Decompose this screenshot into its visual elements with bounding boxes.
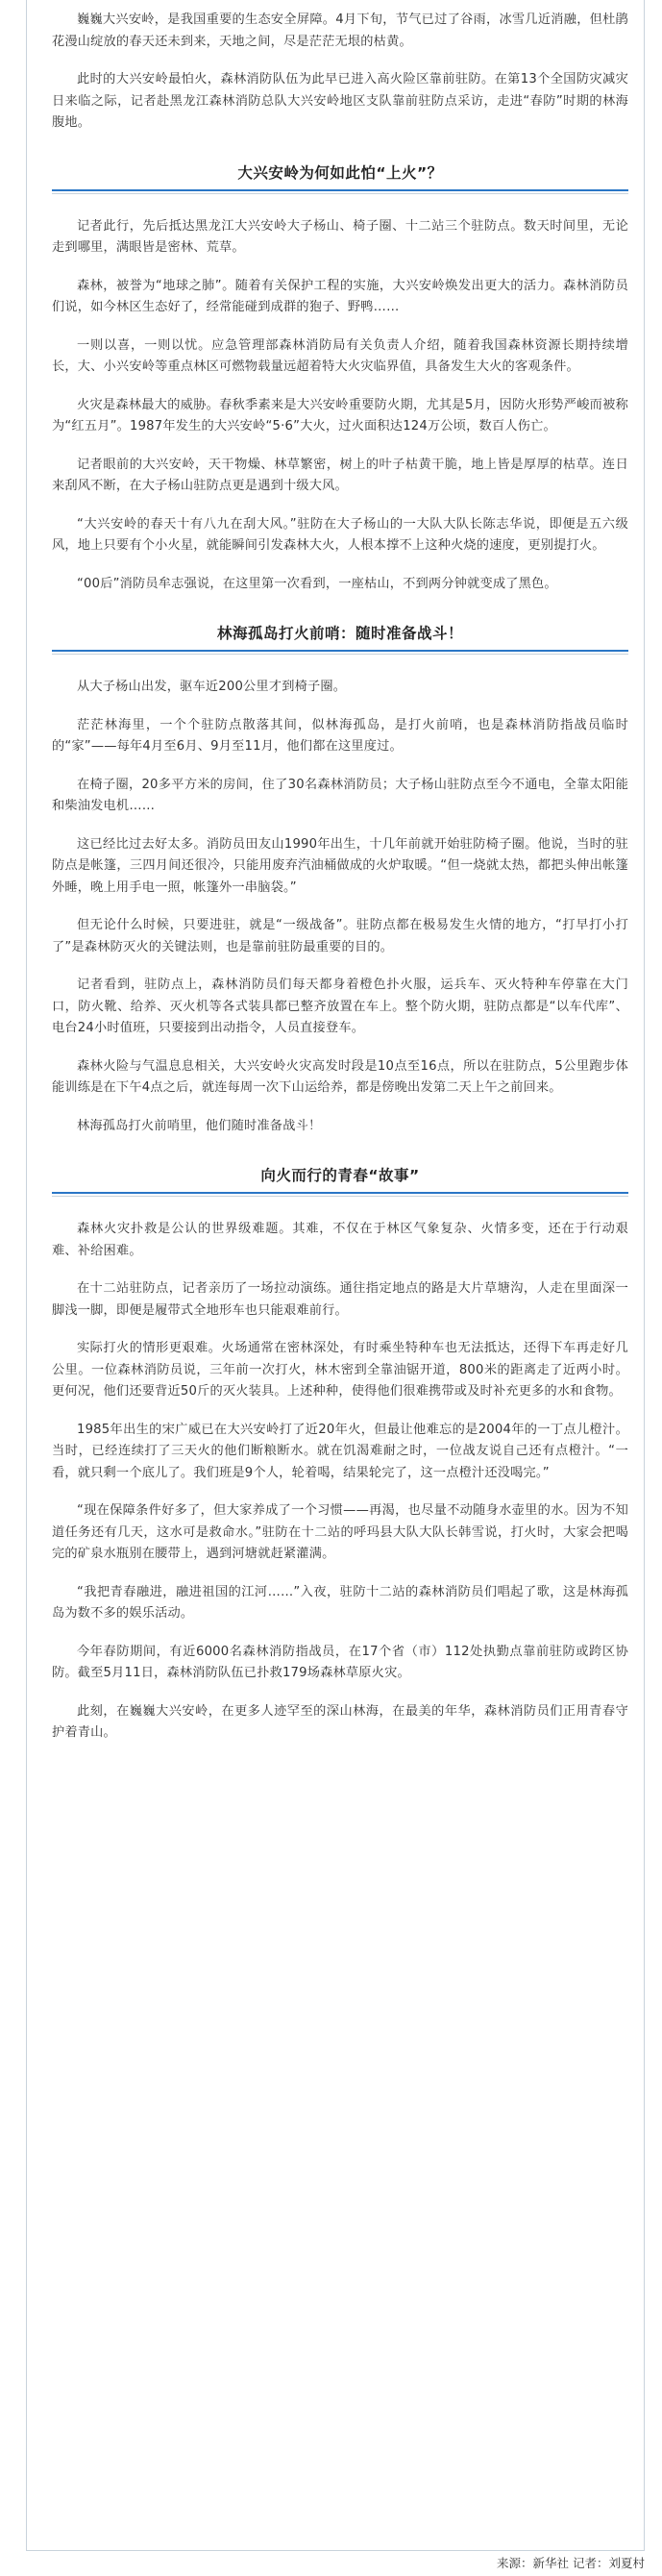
article-intro — [52, 10, 628, 135]
paragraph: “00后”消防员牟志强说，在这里第一次看到，一座枯山，不到两分钟就变成了黑色。 — [77, 576, 557, 591]
article-card — [26, 0, 645, 2551]
paragraph: 森林火险与气温息息相关，大兴安岭火灾高发时段是10点至16点，所以在驻防点，5公里跑步体能训练是在下午4点之后，就连每周一次下山运给养，都是傍晚出发第二天上午之前回来。 — [52, 1058, 628, 1095]
section-heading: 林海孤岛打火前哨：随时准备战斗！ — [216, 625, 463, 642]
section-heading: 大兴安岭为何如此怕“上火”？ — [237, 163, 443, 182]
paragraph: 从大子杨山出发，驱车近200公里才到椅子圈。 — [77, 680, 347, 694]
paragraph: 记者眼前的大兴安岭，天干物燥、林草繁密，树上的叶子枯黄干脆，地上皆是厚厚的枯草。连日来刮风不断，在大子杨山驻防点更是遇到十级大风。 — [52, 457, 628, 493]
section-heading: 向火而行的青春“故事” — [260, 1167, 420, 1184]
article-section-2 — [52, 622, 628, 1137]
section-heading-bar — [52, 161, 628, 191]
paragraph: 巍巍大兴安岭，是我国重要的生态安全屏障。4月下旬，节气已过了谷雨，冰雪几近消融，但杜鹃花漫山绽放的春天还未到来，天地之间，尽是茫茫无垠的枯黄。 — [52, 12, 628, 49]
paragraph: 火灾是森林最大的威胁。春秋季素来是大兴安岭重要防火期，尤其是5月，因防火形势严峻而被称为“红五月”。1987年发生的大兴安岭“5·6”大火，过火面积达124万公顷，数百人伤亡。 — [52, 397, 628, 433]
paragraph: 在十二站驻防点，记者亲历了一场拉动演练。通往指定地点的路是大片草塘沟，人走在里面深一脚浅一脚，即便是履带式全地形车也只能艰难前行。 — [52, 1281, 628, 1318]
article-section-1 — [52, 161, 628, 596]
paragraph: “大兴安岭的春天十有八九在刮大风。”驻防在大子杨山的一大队大队长陈志华说，即便是五六级风，地上只要有个小火星，就能瞬间引发森林大火，人根本撑不上这种火烧的速度，更别提打火。 — [52, 516, 628, 553]
paragraph: “现在保障条件好多了，但大家养成了一个习惯——再渴，也尽量不动随身水壶里的水。因为不知道任务还有几天，这水可是救命水。”驻防在十二站的呼玛县大队大队长韩雪说，打火时，大家会把喝完的矿泉水瓶别在腰带上，遇到河塘就赶紧灌满。 — [52, 1503, 628, 1561]
paragraph: 此刻，在巍巍大兴安岭，在更多人迹罕至的深山林海，在最美的年华，森林消防员们正用青春守护着青山。 — [52, 1703, 628, 1740]
paragraph: 这已经比过去好太多。消防员田友山1990年出生，十几年前就开始驻防椅子圈。他说，当时的驻防点是帐篷，三四月间还很冷，只能用废弃汽油桶做成的火炉取暖。“但一烧就太热，都把头伸出帐篷外睡，晚上用手电一照，帐篷外一串脑袋。” — [52, 836, 628, 895]
paragraph: 林海孤岛打火前哨里，他们随时准备战斗！ — [77, 1118, 322, 1133]
paragraph: 记者此行，先后抵达黑龙江大兴安岭大子杨山、椅子圈、十二站三个驻防点。数天时间里，无论走到哪里，满眼皆是密林、荒草。 — [52, 218, 628, 255]
section-heading-bar — [52, 1164, 628, 1194]
paragraph: 1985年出生的宋广威已在大兴安岭打了近20年火，但最让他难忘的是2004年的一丁点儿橙汁。当时，已经连续打了三天火的他们断粮断水。就在饥渴难耐之时，一位战友说自己还有点橙汁。“一看，就只剩一个底儿了。我们班是9个人，轮着喝，结果轮完了，这一点橙汁还没喝完。” — [52, 1422, 628, 1480]
paragraph: 此时的大兴安岭最怕火，森林消防队伍为此早已进入高火险区靠前驻防。在第13个全国防灾减灾日来临之际，记者赴黑龙江森林消防总队大兴安岭地区支队靠前驻防点采访，走进“春防”时期的林海腹地。 — [52, 72, 628, 130]
paragraph: 茫茫林海里，一个个驻防点散落其间，似林海孤岛，是打火前哨，也是森林消防指战员临时的“家”——每年4月至6月、9月至11月，他们都在这里度过。 — [52, 717, 628, 754]
article-section-3 — [52, 1164, 628, 1745]
paragraph: 记者看到，驻防点上，森林消防员们每天都身着橙色扑火服，运兵车、灭火特种车停靠在大门口，防火靴、给养、灭火机等各式装具都已整齐放置在车上。整个防火期，驻防点都是“以车代库”、电台24小时值班，只要接到出动指令，人员直接登车。 — [52, 978, 628, 1035]
source-credit: 来源：新华社 记者：刘夏村 — [497, 2556, 645, 2570]
paragraph: 一则以喜，一则以忧。应急管理部森林消防局有关负责人介绍，随着我国森林资源长期持续增长，大、小兴安岭等重点林区可燃物载量远超着特大火灾临界值，具备发生大火的客观条件。 — [52, 337, 628, 374]
paragraph: 今年春防期间，有近6000名森林消防指战员，在17个省（市）112处执勤点靠前驻防或跨区协防。截至5月11日，森林消防队伍已扑救179场森林草原火灾。 — [52, 1644, 628, 1680]
paragraph: “我把青春融进，融进祖国的江河……”入夜，驻防十二站的森林消防员们唱起了歌，这是林海孤岛为数不多的娱乐活动。 — [52, 1584, 628, 1621]
paragraph: 森林，被誉为“地球之肺”。随着有关保护工程的实施，大兴安岭焕发出更大的活力。森林消防员们说，如今林区生态好了，经常能碰到成群的狍子、野鸭…… — [52, 278, 628, 314]
paragraph: 实际打火的情形更艰难。火场通常在密林深处，有时乘坐特种车也无法抵达，还得下车再走好几公里。一位森林消防员说，三年前一次打火，林木密到全靠油锯开道，800米的距离走了近两小时。更何况，他们还要背近50斤的灭火装具。上述种种，使得他们很难携带或及时补充更多的水和食物。 — [52, 1341, 628, 1399]
paragraph: 但无论什么时候，只要进驻，就是“一级战备”。驻防点都在极易发生火情的地方，“打早打小打了”是森林防灭火的关键法则，也是靠前驻防最重要的目的。 — [52, 918, 628, 954]
paragraph: 森林火灾扑救是公认的世界级难题。其难，不仅在于林区气象复杂、火情多变，还在于行动艰难、补给困难。 — [52, 1222, 628, 1258]
paragraph: 在椅子圈，20多平方米的房间，住了30名森林消防员；大子杨山驻防点至今不通电，全靠太阳能和柴油发电机…… — [52, 777, 628, 813]
section-heading-bar — [52, 622, 628, 652]
